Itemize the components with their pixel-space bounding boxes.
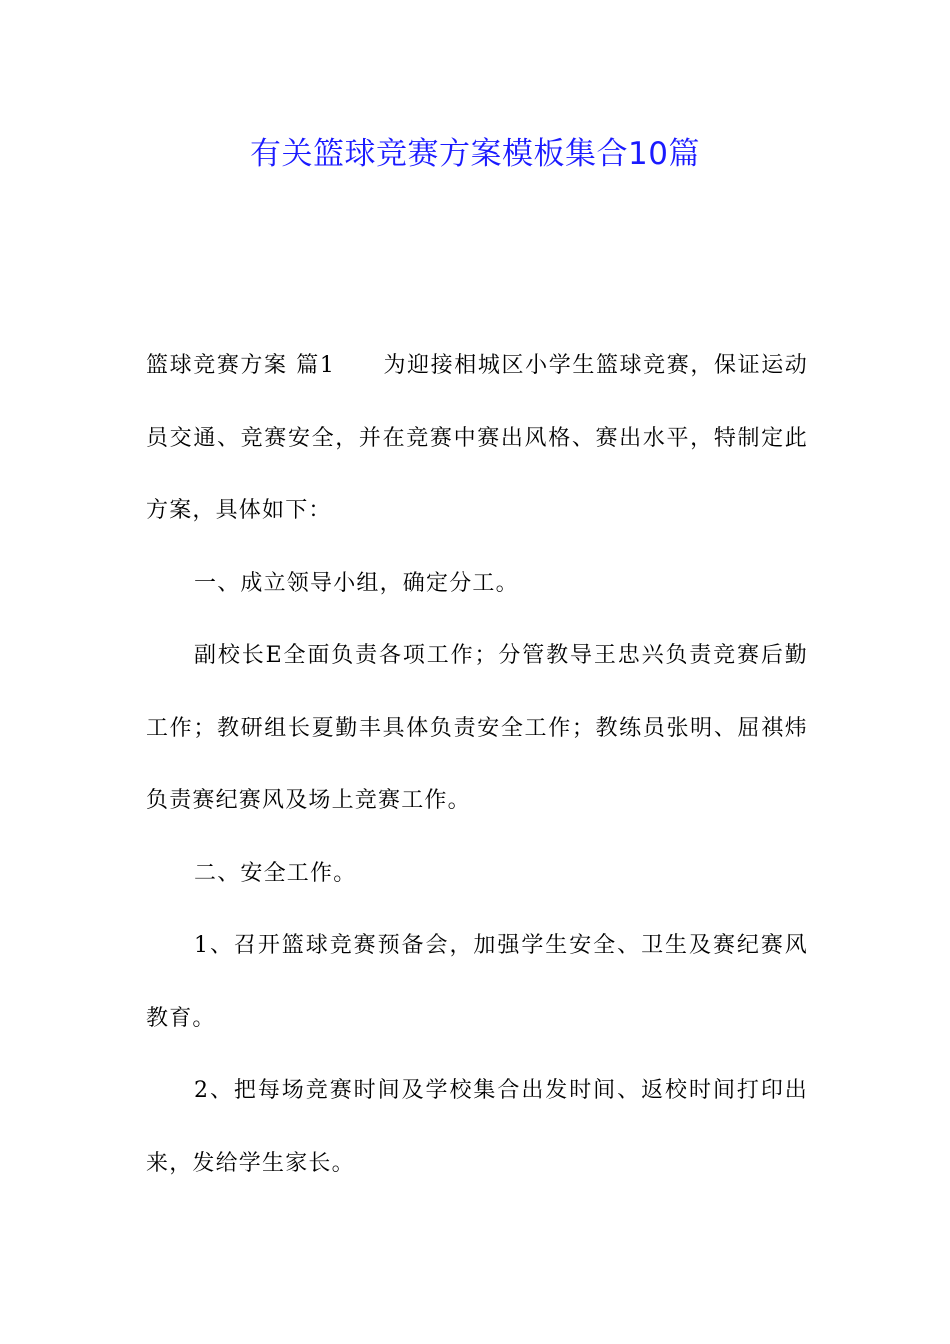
paragraph: 2、把每场竞赛时间及学校集合出发时间、返校时间打印出来，发给学生家长。 bbox=[146, 1078, 808, 1176]
document-body bbox=[146, 330, 808, 1200]
lead-text: 为迎接相城区小学生篮球竞赛，保证运动员交通、竞赛安全，并在竞赛中赛出风格、赛出水平，特制定此方案，具体如下： bbox=[146, 353, 808, 523]
lead-paragraph bbox=[146, 330, 808, 548]
paragraph: 二、安全工作。 bbox=[194, 860, 357, 886]
paragraph: 一、成立领导小组，确定分工。 bbox=[194, 570, 519, 596]
document-title: 有关篮球竞赛方案模板集合10篇 bbox=[250, 136, 700, 172]
paragraph: 1、召开篮球竞赛预备会，加强学生安全、卫生及赛纪赛风教育。 bbox=[146, 933, 808, 1031]
section-label: 篮球竞赛方案 篇1 bbox=[146, 353, 336, 378]
paragraph: 副校长E全面负责各项工作；分管教导王忠兴负责竞赛后勤工作；教研组长夏勤丰具体负责安全工作；教练员张明、屈祺炜负责赛纪赛风及场上竞赛工作。 bbox=[146, 643, 808, 813]
